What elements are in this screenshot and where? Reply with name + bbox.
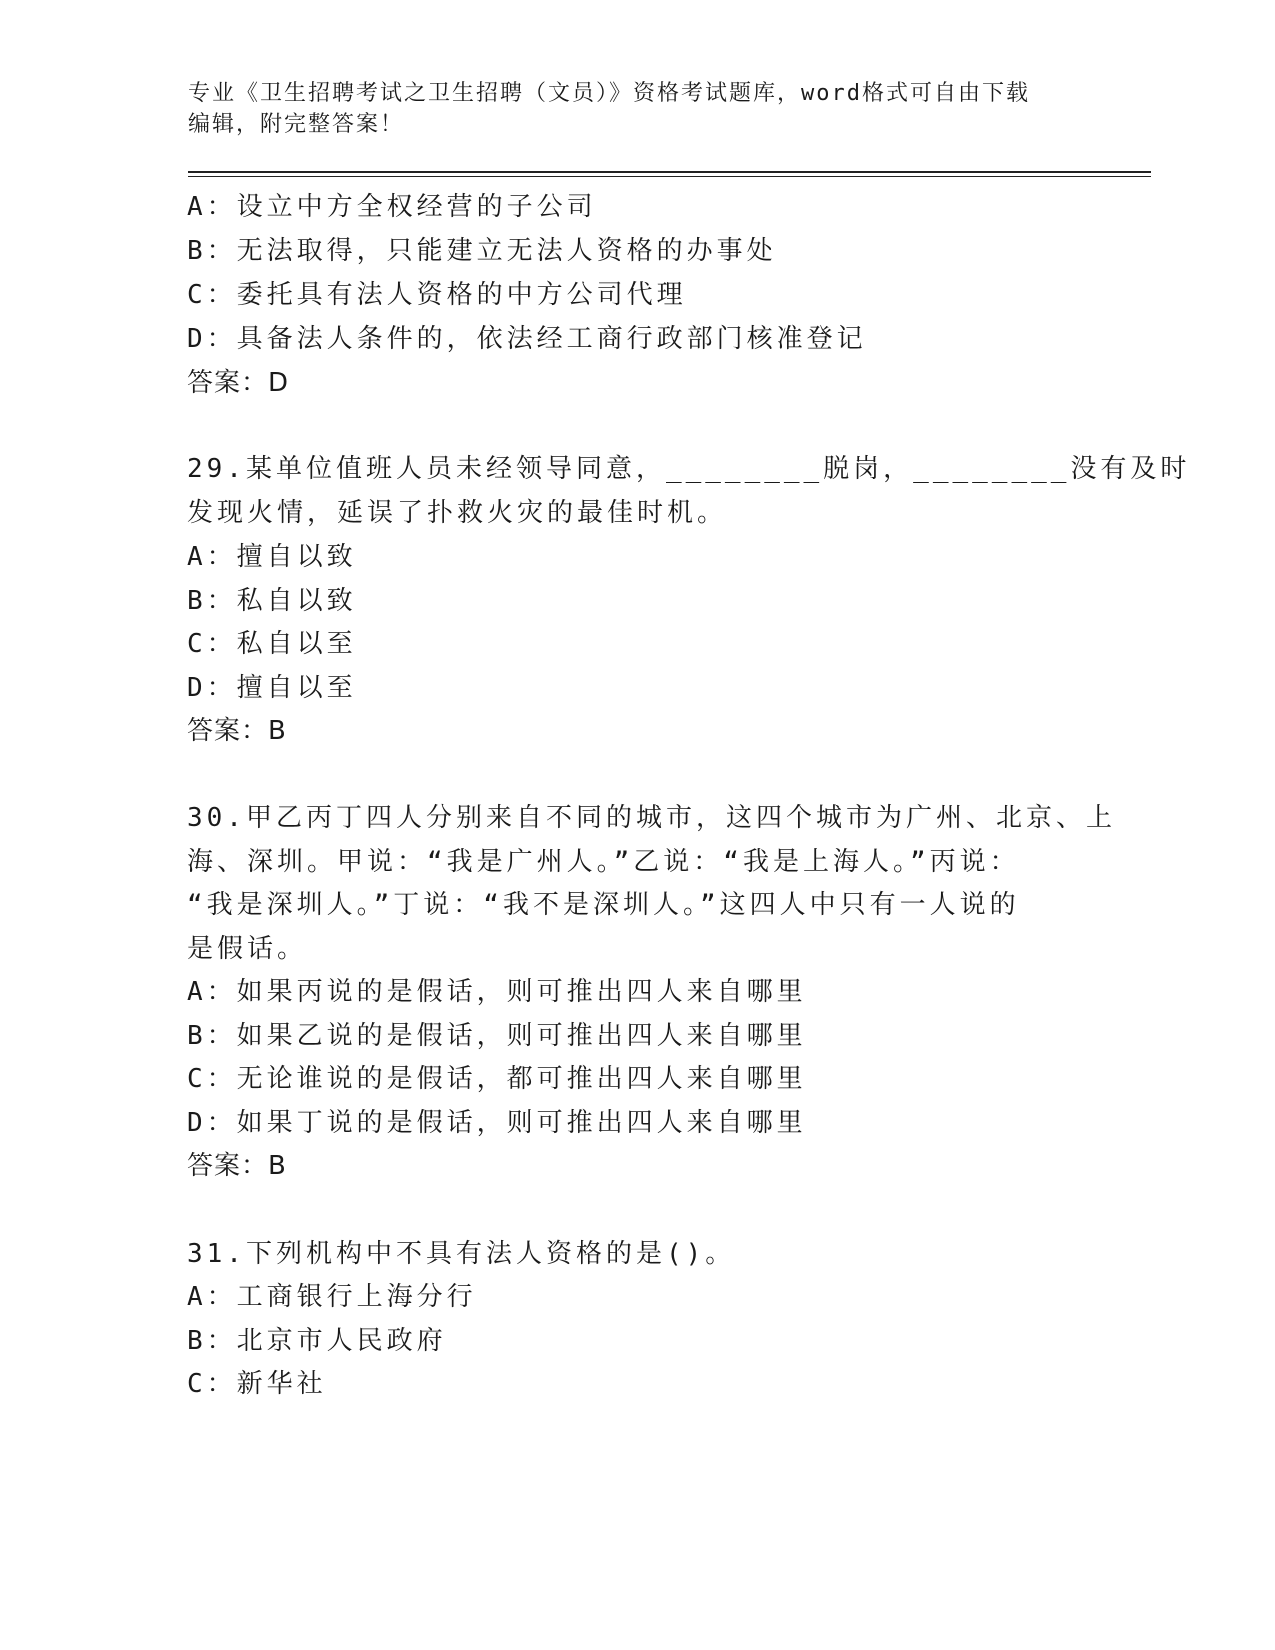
document-header-line-2: 编辑，附完整答案！ — [188, 112, 405, 137]
q28-answer: 答案：D — [187, 368, 290, 398]
q30-answer: 答案：B — [187, 1151, 287, 1181]
q28-option-c: C：委托具有法人资格的中方公司代理 — [187, 280, 687, 310]
q30-question-line-2: 海、深圳。甲说：“我是广州人。”乙说：“我是上海人。”丙说： — [187, 847, 1020, 877]
q28-option-b: B：无法取得，只能建立无法人资格的办事处 — [187, 236, 777, 266]
q30-option-c: C：无论谁说的是假话，都可推出四人来自哪里 — [187, 1064, 807, 1094]
q30-question-line-4: 是假话。 — [187, 934, 308, 964]
q29-option-b: B：私自以致 — [187, 586, 357, 616]
q29-option-a: A：擅自以致 — [187, 542, 357, 572]
header-divider-thick — [188, 171, 1151, 173]
q29-option-c: C：私自以至 — [187, 629, 357, 659]
q31-question-line-1: 31.下列机构中不具有法人资格的是()。 — [187, 1239, 736, 1269]
q30-option-b: B：如果乙说的是假话，则可推出四人来自哪里 — [187, 1021, 807, 1051]
q29-question-line-2: 发现火情，延误了扑救火灾的最佳时机。 — [187, 498, 728, 528]
q30-question-line-1: 30.甲乙丙丁四人分别来自不同的城市，这四个城市为广州、北京、上 — [187, 803, 1116, 833]
q29-question-line-1: 29.某单位值班人员未经领导同意，________脱岗，________没有及时 — [187, 454, 1191, 484]
q30-option-d: D：如果丁说的是假话，则可推出四人来自哪里 — [187, 1108, 807, 1138]
q31-option-c: C：新华社 — [187, 1369, 327, 1399]
q31-option-a: A：工商银行上海分行 — [187, 1282, 477, 1312]
q28-option-a: A：设立中方全权经营的子公司 — [187, 192, 597, 222]
q29-option-d: D：擅自以至 — [187, 673, 357, 703]
q30-question-line-3: “我是深圳人。”丁说：“我不是深圳人。”这四人中只有一人说的 — [187, 890, 1020, 920]
header-divider-thin — [188, 176, 1151, 177]
q30-option-a: A：如果丙说的是假话，则可推出四人来自哪里 — [187, 977, 807, 1007]
q29-answer: 答案：B — [187, 716, 287, 746]
q28-option-d: D：具备法人条件的，依法经工商行政部门核准登记 — [187, 324, 867, 354]
document-header-line-1: 专业《卫生招聘考试之卫生招聘（文员）》资格考试题库，word格式可自由下载 — [188, 81, 1030, 106]
q31-option-b: B：北京市人民政府 — [187, 1326, 447, 1356]
